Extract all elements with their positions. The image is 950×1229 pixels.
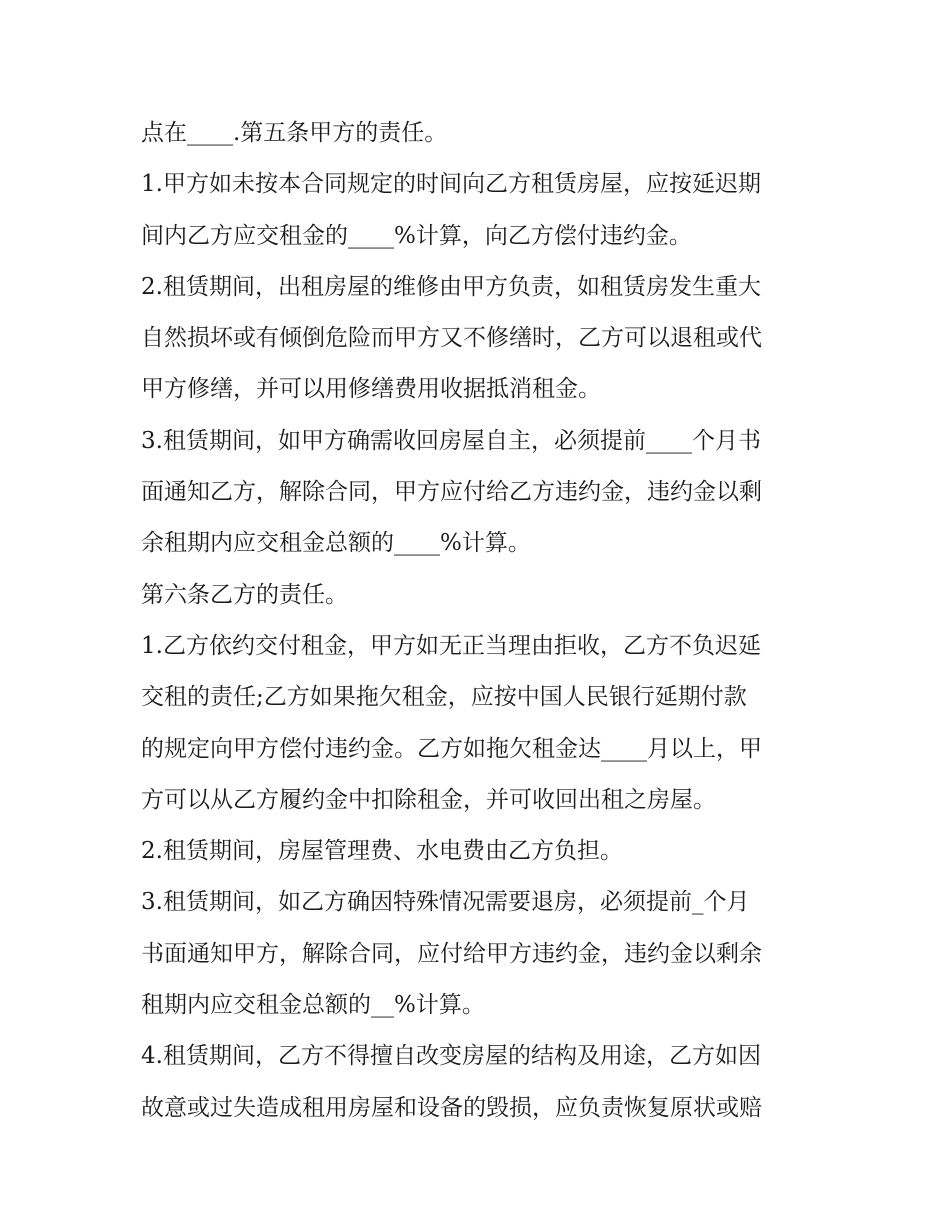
- text-line: 余租期内应交租金总额的____%计算。: [141, 530, 531, 557]
- text-line: 间内乙方应交租金的____%计算，向乙方偿付违约金。: [141, 222, 692, 249]
- text-line: 1.甲方如未按本合同规定的时间向乙方租赁房屋，应按延迟期: [141, 171, 761, 198]
- text-line: 租期内应交租金总额的__%计算。: [141, 992, 485, 1019]
- section-heading: 第六条乙方的责任。: [141, 581, 348, 608]
- text-line: 3.租赁期间，如甲方确需收回房屋自主，必须提前____个月书: [141, 427, 761, 454]
- text-line: 方可以从乙方履约金中扣除租金，并可收回出租之房屋。: [141, 786, 716, 813]
- text-line: 1.乙方依约交付租金，甲方如无正当理由拒收，乙方不负迟延: [141, 632, 761, 659]
- contract-text: [141, 108, 831, 1134]
- text-line: 2.租赁期间，房屋管理费、水电费由乙方负担。: [141, 838, 623, 865]
- text-line: 故意或过失造成租用房屋和设备的毁损，应负责恢复原状或赔: [141, 1094, 762, 1121]
- text-line: 书面通知甲方，解除合同，应付给甲方违约金，违约金以剩余: [141, 940, 762, 967]
- text-line: 的规定向甲方偿付违约金。乙方如拖欠租金达____月以上，甲: [141, 735, 762, 762]
- text-line: 自然损坏或有倾倒危险而甲方又不修缮时，乙方可以退租或代: [141, 325, 762, 352]
- text-line: 面通知乙方，解除合同，甲方应付给乙方违约金，违约金以剩: [141, 479, 762, 506]
- text-line: 甲方修缮，并可以用修缮费用收据抵消租金。: [141, 376, 601, 403]
- text-line: 2.租赁期间，出租房屋的维修由甲方负责，如租赁房发生重大: [141, 273, 761, 300]
- text-line: 4.租赁期间，乙方不得擅自改变房屋的结构及用途，乙方如因: [141, 1043, 761, 1070]
- text-line: 交租的责任;乙方如果拖欠租金，应按中国人民银行延期付款: [141, 684, 747, 711]
- text-line: 3.租赁期间，如乙方确因特殊情况需要退房，必须提前_个月: [141, 889, 750, 916]
- text-line: 点在____.第五条甲方的责任。: [141, 120, 448, 146]
